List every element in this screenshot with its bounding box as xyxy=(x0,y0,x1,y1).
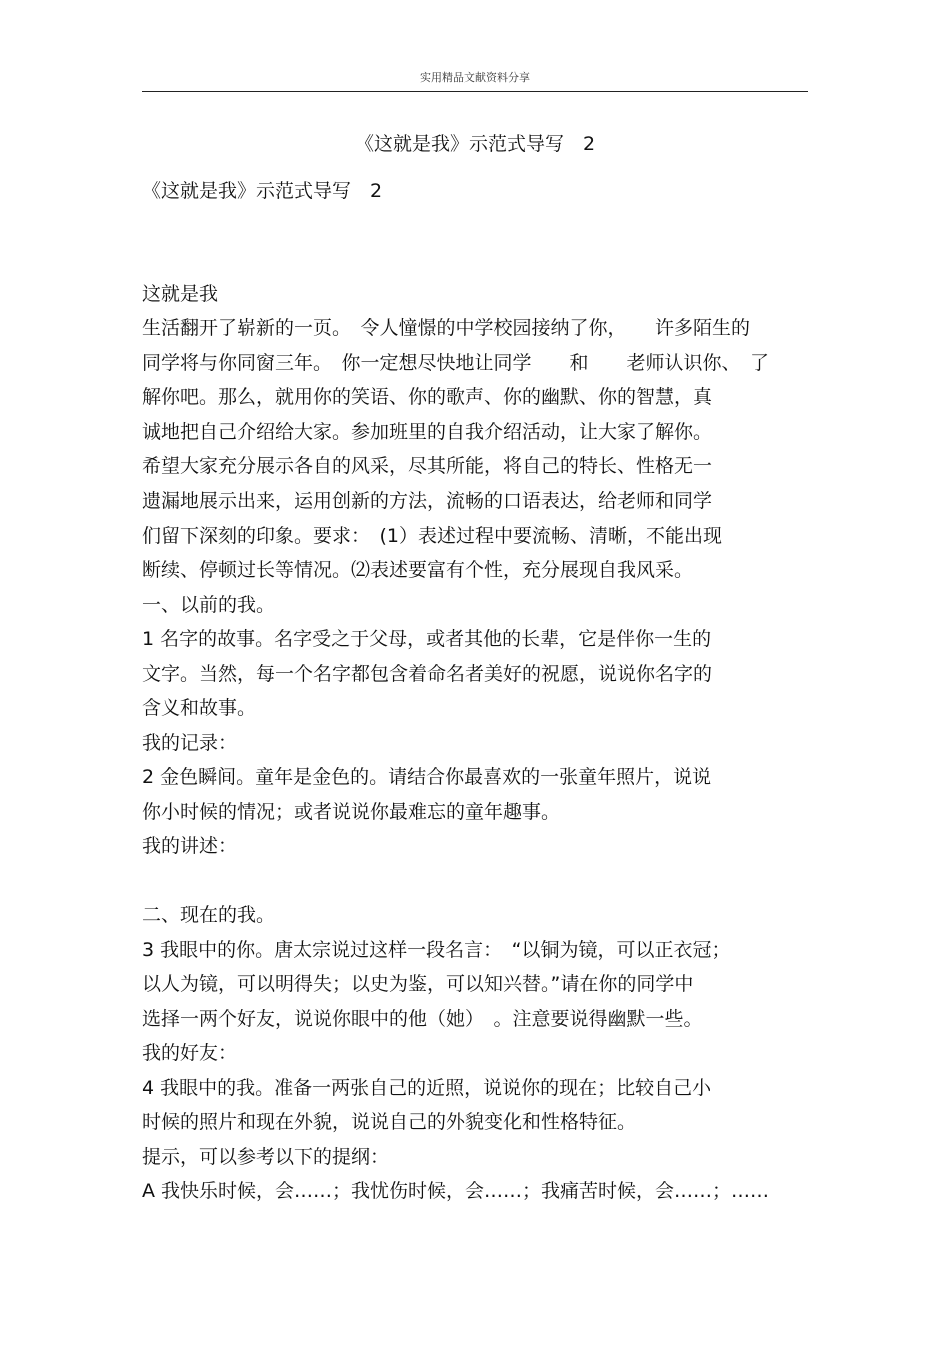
text-line: 你小时候的情况；或者说说你最难忘的童年趣事。 xyxy=(142,801,561,823)
text-line: 1 名字的故事。名字受之于父母，或者其他的长辈，它是伴你一生的 xyxy=(142,628,712,650)
text-line: 遗漏地展示出来，运用创新的方法，流畅的口语表达，给老师和同学 xyxy=(142,490,713,512)
text-line: 们留下深刻的印象。要求： (1）表述过程中要流畅、清晰，不能出现 xyxy=(142,525,723,547)
text-line: 解你吧。那么，就用你的笑语、你的歌声、你的幽默、你的智慧，真 xyxy=(142,386,713,408)
document-subtitle: 《这就是我》示范式导写 2 xyxy=(142,180,383,202)
text-line: 以人为镜，可以明得失；以史为鉴，可以知兴替。”请在你的同学中 xyxy=(142,973,694,995)
text-line: A 我快乐时候，会……；我忧伤时候，会……；我痛苦时候，会……；…… xyxy=(142,1180,770,1202)
text-line: 2 金色瞬间。童年是金色的。请结合你最喜欢的一张童年照片，说说 xyxy=(142,766,712,788)
text-line: 文字。当然，每一个名字都包含着命名者美好的祝愿，说说你名字的 xyxy=(142,663,713,685)
text-line: 断续、停顿过长等情况。⑵表述要富有个性，充分展现自我风采。 xyxy=(142,559,694,581)
text-line: 时候的照片和现在外貌，说说自己的外貌变化和性格特征。 xyxy=(142,1111,637,1133)
document-title: 《这就是我》示范式导写 2 xyxy=(354,133,596,155)
text-line: 生活翻开了崭新的一页。 令人憧憬的中学校园接纳了你， 许多陌生的 xyxy=(142,317,751,339)
text-line: 提示，可以参考以下的提纲： xyxy=(142,1146,390,1168)
section-heading: 一、以前的我。 xyxy=(142,594,276,616)
text-line: 希望大家充分展示各自的风采，尽其所能，将自己的特长、性格无一 xyxy=(142,455,713,477)
text-line: 诚地把自己介绍给大家。参加班里的自我介绍活动，让大家了解你。 xyxy=(142,421,713,443)
section-heading: 二、现在的我。 xyxy=(142,904,276,926)
header-divider xyxy=(142,91,808,92)
page-header: 实用精品文献资料分享 xyxy=(420,71,530,84)
text-line: 这就是我 xyxy=(142,283,219,305)
text-line: 4 我眼中的我。准备一两张自己的近照，说说你的现在；比较自己小 xyxy=(142,1077,712,1099)
text-line: 我的讲述： xyxy=(142,835,238,857)
text-line: 同学将与你同窗三年。 你一定想尽快地让同学 和 老师认识你、 了 xyxy=(142,352,770,374)
text-line: 3 我眼中的你。唐太宗说过这样一段名言： “以铜为镜，可以正衣冠； xyxy=(142,939,731,961)
text-line: 含义和故事。 xyxy=(142,697,257,719)
text-line: 我的好友： xyxy=(142,1042,238,1064)
text-line: 选择一两个好友，说说你眼中的他（她） 。注意要说得幽默一些。 xyxy=(142,1008,703,1030)
text-line: 我的记录： xyxy=(142,732,238,754)
